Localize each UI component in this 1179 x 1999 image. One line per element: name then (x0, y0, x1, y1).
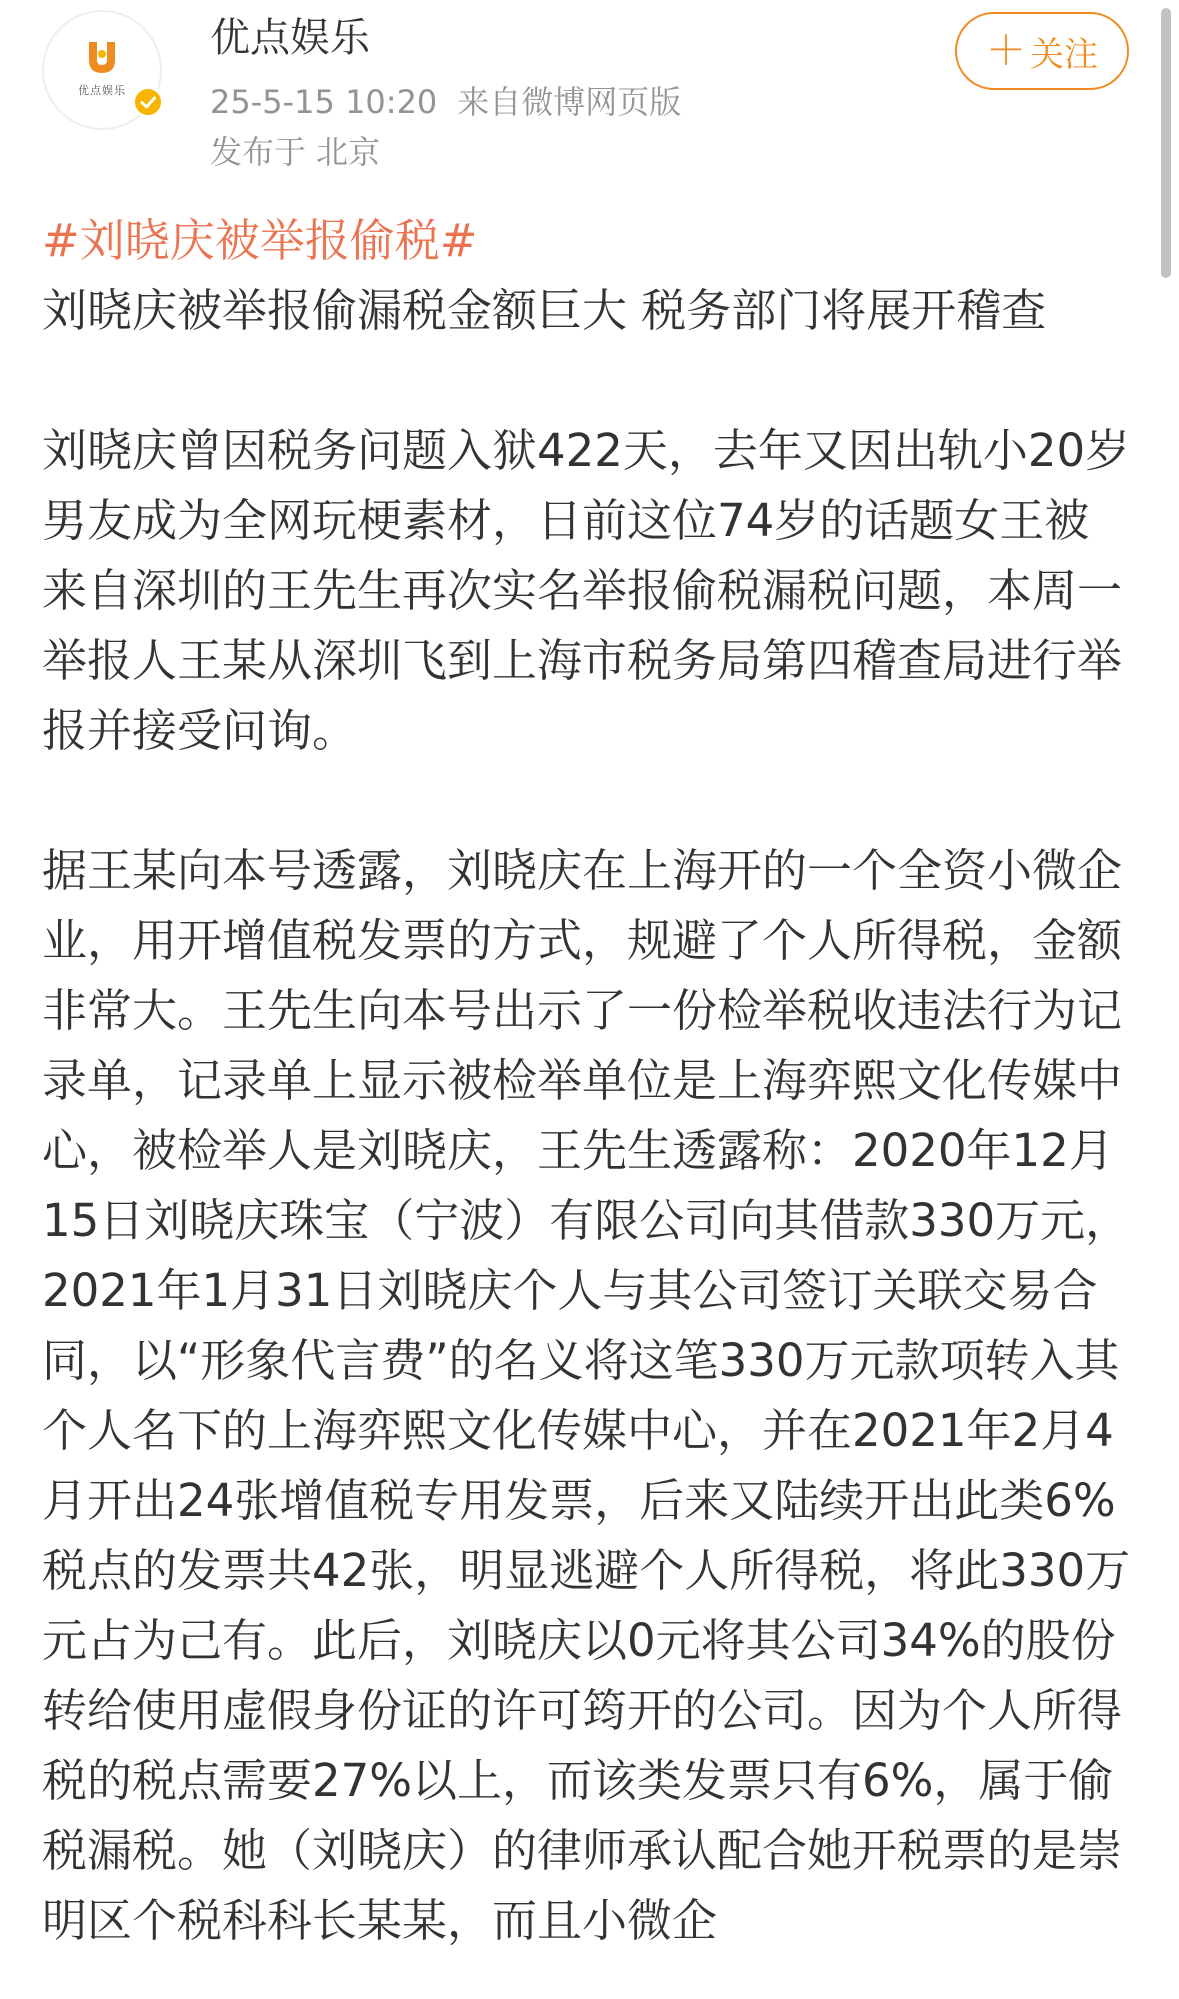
post-location: 发布于 北京 (210, 133, 381, 171)
plus-icon: ＋ (986, 28, 1026, 74)
u-logo-icon (85, 40, 119, 76)
scrollbar[interactable] (1161, 8, 1171, 278)
post-paragraph: 刘晓庆曾因税务问题入狱422天，去年又因出轨小20岁男友成为全网玩梗素材，日前这位74岁的话题女王被来自深圳的王先生再次实名举报偷税漏税问题，本周一举报人王某从深圳飞到上海市税务局第四稽查局进行举报并接受问询。 (42, 424, 1131, 757)
post-content (42, 206, 1132, 1956)
avatar-brand-text: 优点娱乐 (78, 84, 126, 97)
verified-badge-icon (132, 86, 164, 118)
post-timestamp[interactable]: 25-5-15 10:20 (210, 83, 438, 121)
post-headline: 刘晓庆被举报偷漏税金额巨大 税务部门将展开稽查 (42, 284, 1047, 337)
follow-label: 关注 (1030, 34, 1098, 75)
post-source: 来自微博网页版 (457, 83, 682, 121)
author-name[interactable]: 优点娱乐 (210, 15, 370, 61)
post-meta (210, 82, 681, 122)
follow-button[interactable] (955, 12, 1129, 90)
post-paragraph: 据王某向本号透露，刘晓庆在上海开的一个全资小微企业，用开增值税发票的方式，规避了个人所得税，金额非常大。王先生向本号出示了一份检举税收违法行为记录单，记录单上显示被检举单位是上海弈熙文化传媒中心，被检举人是刘晓庆，王先生透露称：2020年12月15日刘晓庆珠宝（宁波）有限公司向其借款330万元，2021年1月31日刘晓庆个人与其公司签订关联交易合同，以“形象代言费”的名义将这笔330万元款项转入其个人名下的上海弈熙文化传媒中心，并在2021年2月4月开出24张增值税专用发票，后来又陆续开出此类6%税点的发票共42张，明显逃避个人所得税，将此330万元占为己有。此后，刘晓庆以0元将其公司34%的股份转给使用虚假身份证的许可筠开的公司。因为个人所得税的税点需要27%以上，而该类发票只有6%，属于偷税漏税。她（刘晓庆）的律师承认配合她开税票的是崇明区个税科科长某某，而且小微企 (42, 844, 1131, 1947)
hashtag-link[interactable]: #刘晓庆被举报偷税# (42, 214, 478, 267)
